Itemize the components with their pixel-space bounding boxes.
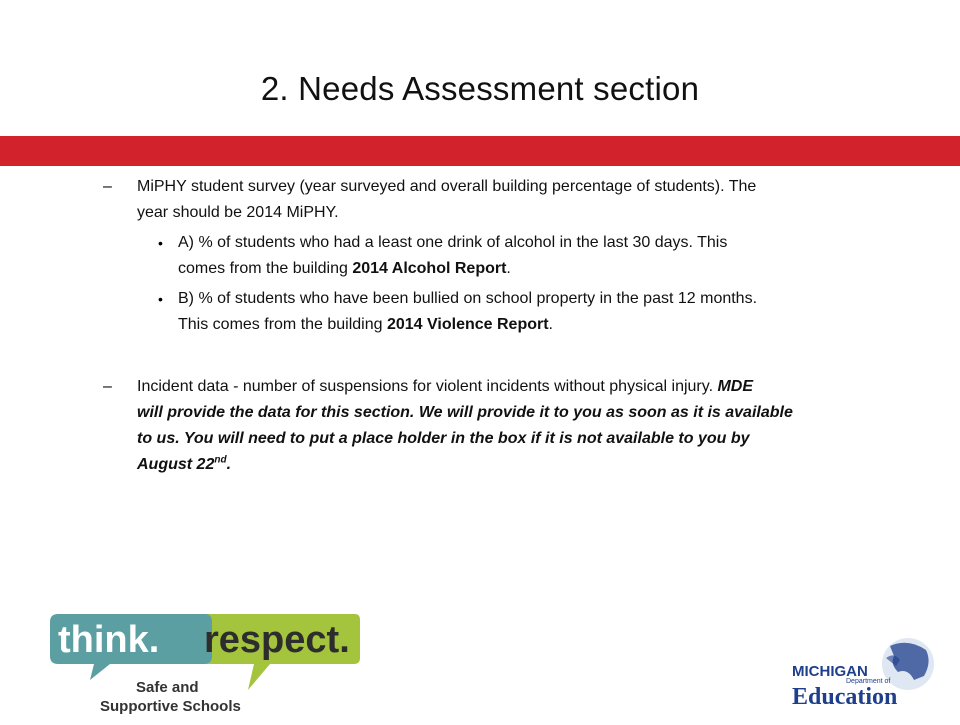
bullet-marker: • — [158, 235, 163, 251]
incident-line-1 — [137, 374, 753, 400]
think-respect-logo — [40, 608, 370, 720]
item-a-line-1: A) % of students who had a least one drink of alcohol in the last 30 days. This — [178, 234, 728, 251]
item-b-period: . — [548, 316, 553, 333]
incident-line-2: will provide the data for this section. We will provide it to you as soon as it is available — [137, 404, 793, 421]
mde-dept-text: Department of — [846, 678, 891, 685]
dash-marker: – — [103, 178, 112, 195]
slide-title: 2. Needs Assessment section — [260, 70, 700, 107]
item-b-line-1: B) % of students who have been bullied on school property in the past 12 months. — [178, 290, 758, 307]
dash-marker: – — [103, 378, 112, 395]
incident-line-3: to us. You will need to put a place holder in the box if it is not available to you by — [137, 430, 750, 447]
item-b-report: 2014 Violence Report — [386, 316, 549, 333]
logo-think-text: think. — [58, 619, 160, 661]
incident-mde: MDE — [717, 378, 754, 395]
red-divider-bar — [0, 136, 960, 166]
logo-tagline-2: Supportive Schools — [100, 698, 241, 715]
bullet-marker: • — [158, 291, 163, 307]
incident-text: Incident data - number of suspensions for violent incidents without physical injury. — [137, 378, 718, 395]
incident-line-4: August 22nd. — [137, 454, 232, 473]
item-b-text: This comes from the building — [178, 316, 387, 333]
item-a-text: comes from the building — [178, 260, 353, 277]
logo-respect-text: respect. — [204, 619, 350, 661]
miphy-line-2: year should be 2014 MiPHY. — [137, 204, 339, 221]
item-a-report: 2014 Alcohol Report — [352, 260, 507, 277]
item-a-period: . — [506, 260, 511, 277]
logo-tagline-1: Safe and — [136, 679, 199, 696]
mde-logo — [790, 636, 940, 720]
miphy-line-1: MiPHY student survey (year surveyed and overall building percentage of students). The — [137, 178, 757, 195]
item-a-line-2 — [178, 256, 511, 282]
mde-state-text: MICHIGAN — [792, 663, 868, 680]
item-b-line-2 — [178, 312, 553, 338]
mde-name-text: Education — [792, 684, 898, 710]
